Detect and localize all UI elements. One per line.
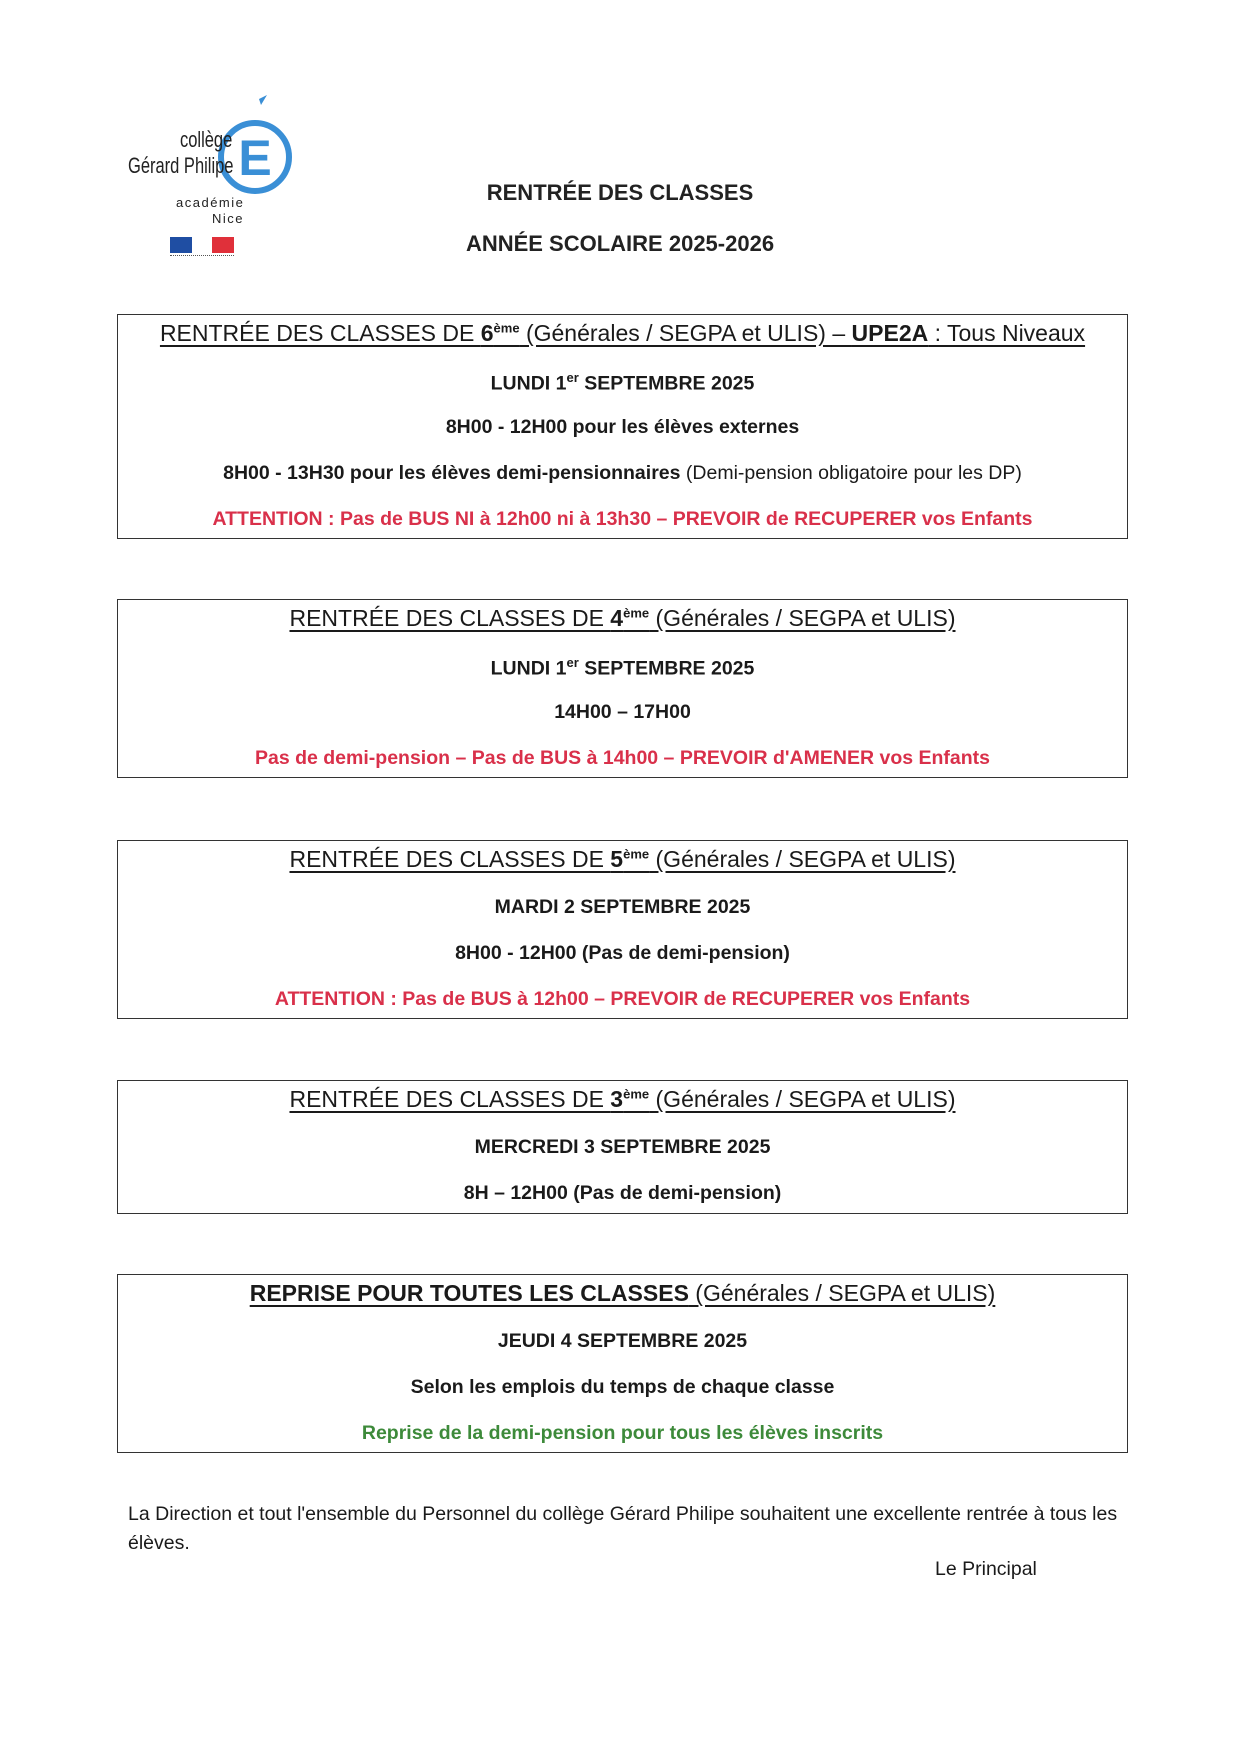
section-heading: RENTRÉE DES CLASSES DE 6ème (Générales / SEGPA et ULIS) – UPE2A : Tous Niveaux [159,320,1086,346]
section-date: LUNDI 1er SEPTEMBRE 2025 [490,655,755,680]
section-schedule: 8H – 12H00 (Pas de demi-pension) [463,1182,782,1204]
section-date: LUNDI 1er SEPTEMBRE 2025 [490,370,755,395]
section-reprise [117,1274,1128,1453]
section-note: Reprise de la demi-pension pour tous les élèves inscrits [361,1422,884,1444]
logo-college-text: collège [180,127,233,152]
section-alert: ATTENTION : Pas de BUS à 12h00 – PREVOIR de RECUPERER vos Enfants [274,988,971,1010]
section-heading: RENTRÉE DES CLASSES DE 4ème (Générales / SEGPA et ULIS) [289,605,956,631]
section-6eme [117,314,1128,539]
section-5eme [117,840,1128,1019]
page-subtitle: ANNÉE SCOLAIRE 2025-2026 [465,231,775,256]
section-3eme [117,1080,1128,1214]
section-date: MARDI 2 SEPTEMBRE 2025 [494,896,751,918]
section-heading: RENTRÉE DES CLASSES DE 5ème (Générales / SEGPA et ULIS) [289,846,956,872]
section-alert: ATTENTION : Pas de BUS NI à 12h00 ni à 13h30 – PREVOIR de RECUPERER vos Enfants [212,508,1033,530]
svg-text:E: E [238,130,272,186]
section-schedule: Selon les emplois du temps de chaque classe [410,1376,835,1398]
section-schedule: 14H00 – 17H00 [554,701,691,723]
section-heading: REPRISE POUR TOUTES LES CLASSES (Générales / SEGPA et ULIS) [249,1280,996,1306]
section-4eme [117,599,1128,778]
logo-city-text: Nice [212,211,245,226]
closing-message: La Direction et tout l'ensemble du Personnel du collège Gérard Philipe souhaitent une excellente rentrée à tous les élèves. [128,1503,1118,1554]
logo-name-text: Gérard Philipe [128,153,234,178]
signature: Le Principal [935,1558,1037,1580]
section-date: MERCREDI 3 SEPTEMBRE 2025 [474,1136,771,1158]
logo-academie-text: académie [176,195,245,210]
section-heading: RENTRÉE DES CLASSES DE 3ème (Générales / SEGPA et ULIS) [289,1086,956,1112]
section-schedule-externes: 8H00 - 12H00 pour les élèves externes [445,416,800,438]
section-alert: Pas de demi-pension – Pas de BUS à 14h00 – PREVOIR d'AMENER vos Enfants [254,747,991,769]
section-date: JEUDI 4 SEPTEMBRE 2025 [497,1330,748,1352]
section-schedule: 8H00 - 12H00 (Pas de demi-pension) [455,942,790,964]
page-title: RENTRÉE DES CLASSES [486,180,754,205]
section-schedule-dp: 8H00 - 13H30 pour les élèves demi-pensionnaires (Demi-pension obligatoire pour les DP) [223,462,1022,484]
